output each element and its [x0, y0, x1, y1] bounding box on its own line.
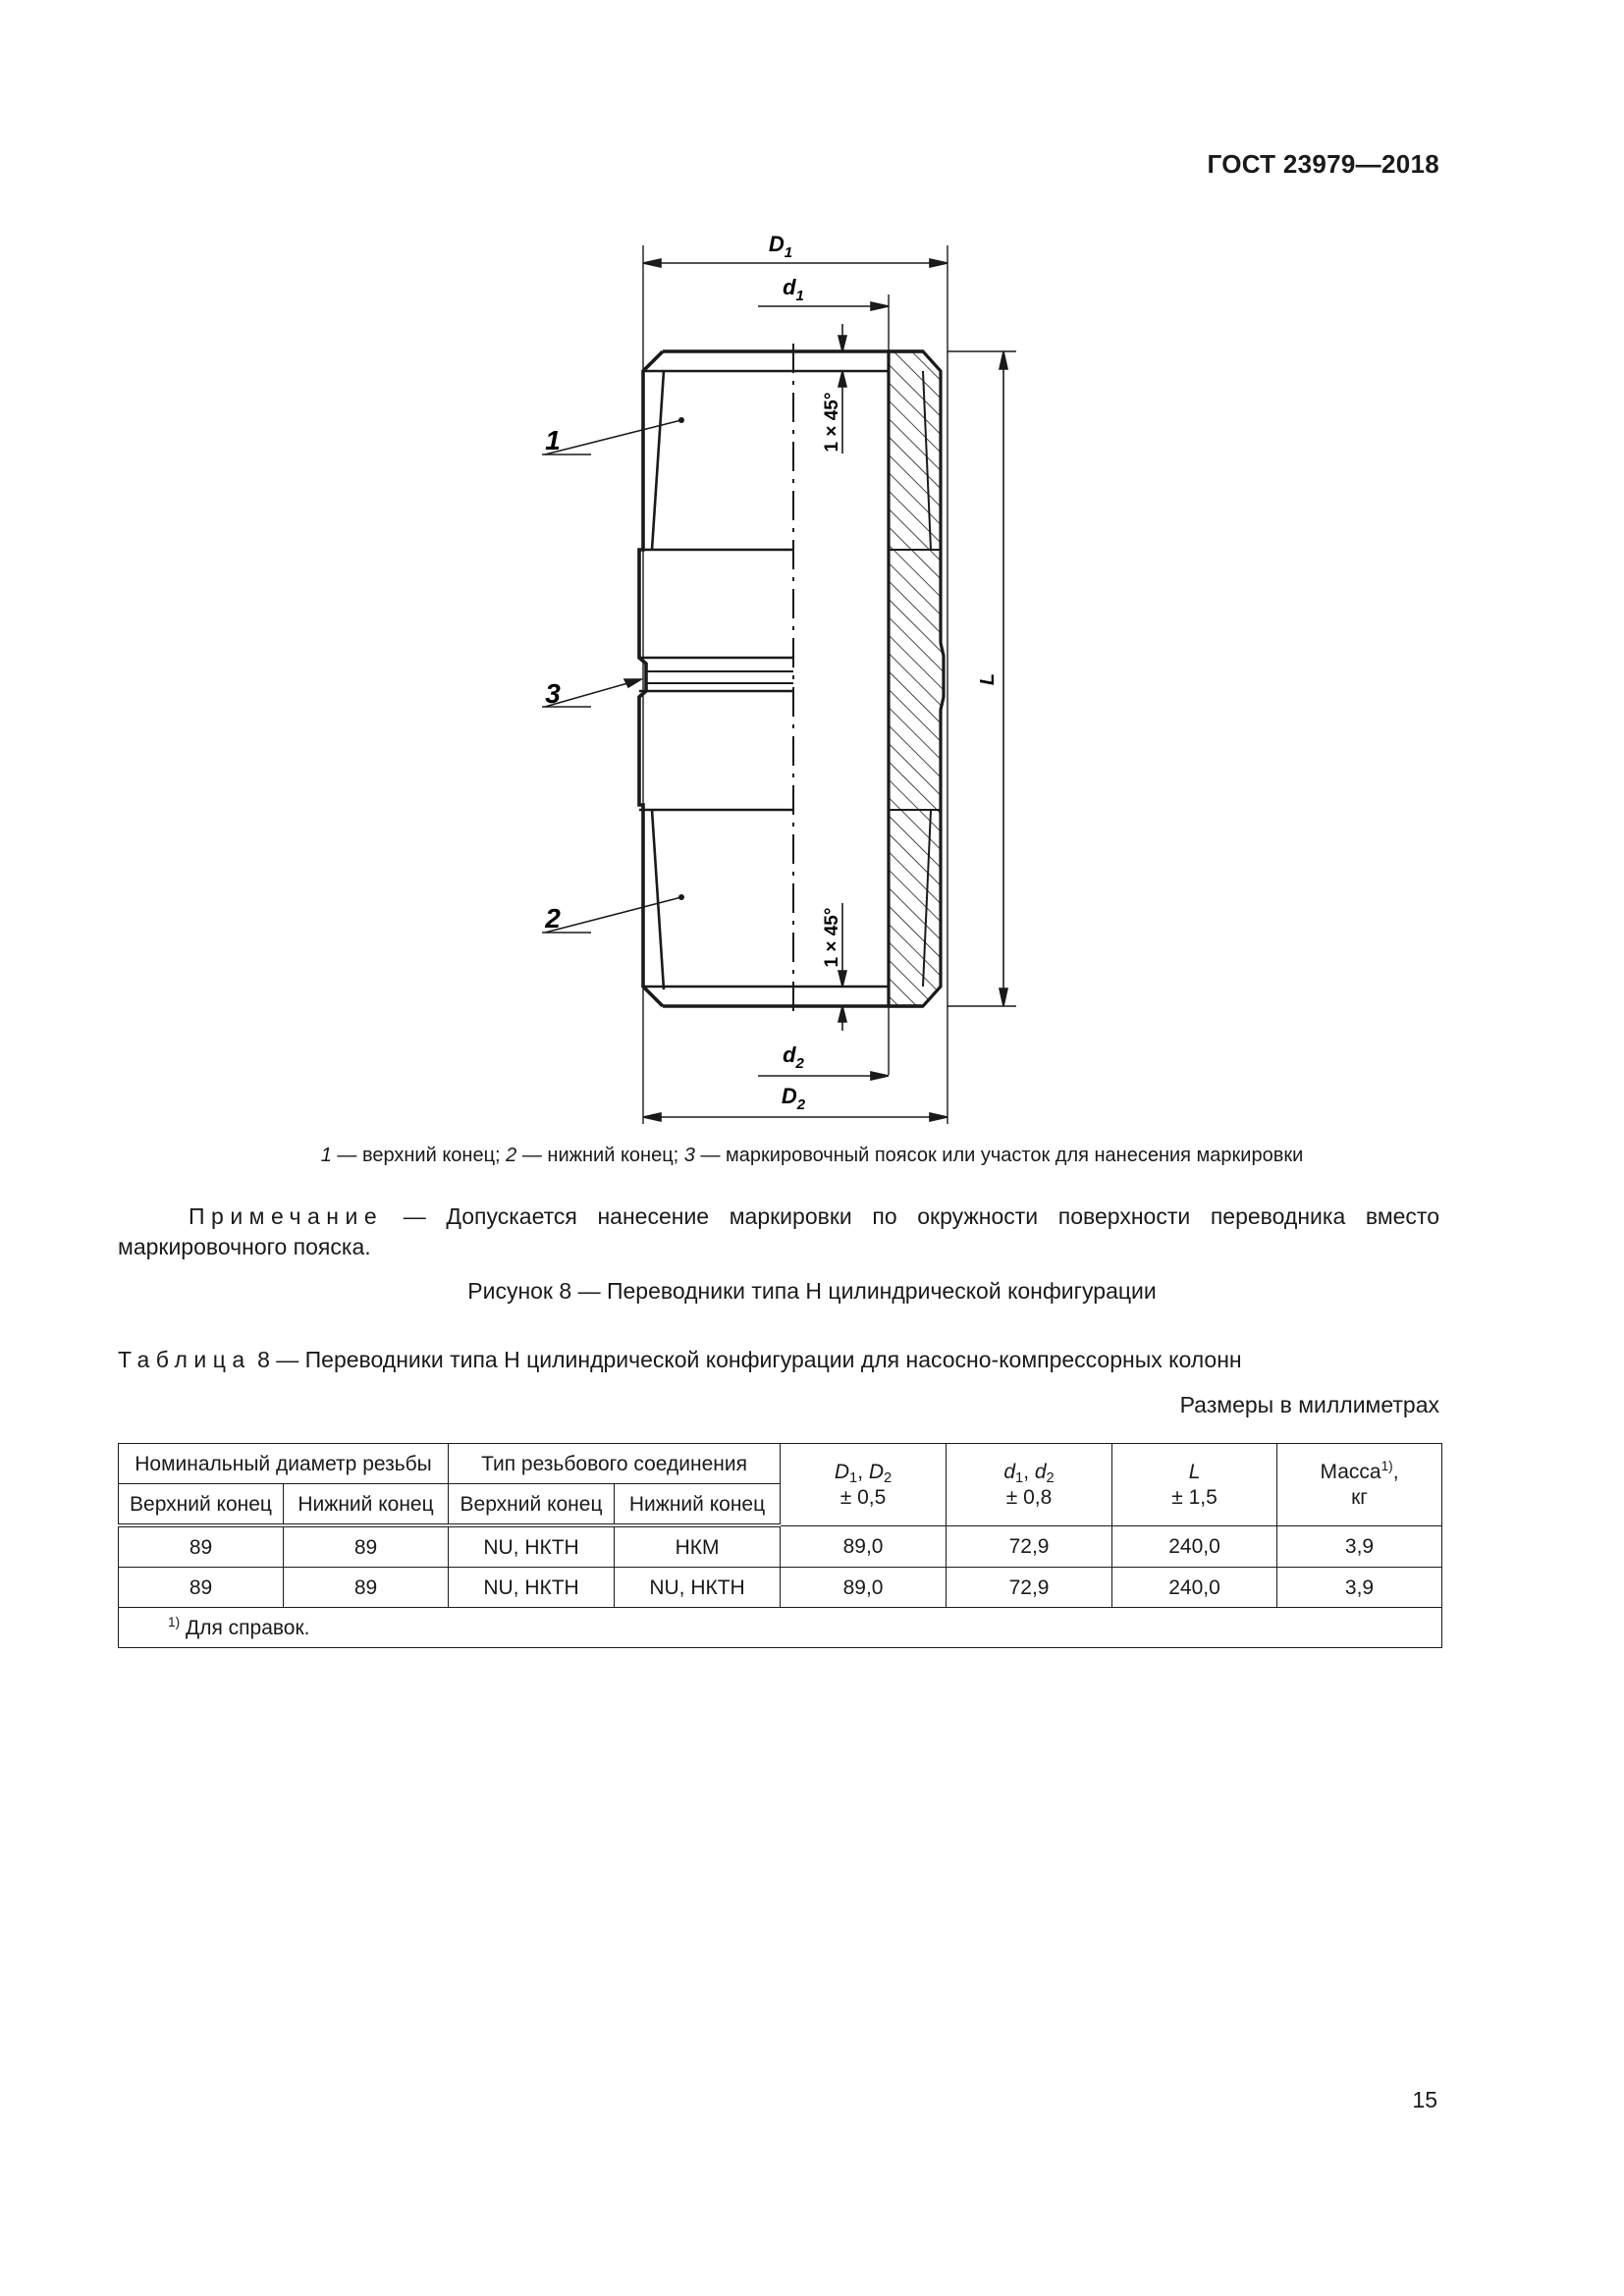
label-chamfer-bottom: 1 × 45°: [822, 907, 842, 968]
header-upper-end-thread: Верхний конец: [449, 1484, 615, 1526]
table-units: Размеры в миллиметрах: [1179, 1392, 1439, 1417]
figure-caption: Рисунок 8 — Переводники типа Н цилиндрической конфигурации: [467, 1278, 1157, 1304]
table-title: Таблица 8 — Переводники типа Н цилиндрической конфигурации для насосно-компрессорных колонн: [118, 1347, 1242, 1372]
note: [118, 1201, 1439, 1262]
note-text: — Допускается нанесение маркировки по окружности поверхности переводника вместо маркировочного пояска.: [118, 1203, 1439, 1259]
label-D1: $D_1$: [768, 232, 793, 261]
header-nominal-diameter: Номинальный диаметр резьбы: [119, 1444, 449, 1484]
adapter-drawing: [511, 216, 1041, 1129]
table-row: 89 89 NU, НКТН NU, НКТН 89,0 72,9 240,0 3,9: [119, 1568, 1442, 1608]
header-lower-end: Нижний конец: [284, 1484, 449, 1526]
note-label: Примечание: [189, 1203, 384, 1229]
label-L: L: [977, 672, 999, 686]
label-chamfer-top: 1 × 45°: [822, 392, 842, 453]
header-D: $D_1$, $D_2$ ± 0,5: [781, 1444, 947, 1526]
page-number: 15: [1412, 2087, 1437, 2112]
header-upper-end: Верхний конец: [119, 1484, 284, 1526]
section-hatching: [889, 351, 944, 1006]
callout-3: 3: [545, 678, 561, 709]
table-footnote: $^{1)}$ Для справок.: [119, 1608, 1442, 1648]
header-d: $d_1$, $d_2$ ± 0,8: [947, 1444, 1112, 1526]
label-d2: $d_2$: [783, 1042, 804, 1072]
table-row: 89 89 NU, НКТН НКМ 89,0 72,9 240,0 3,9: [119, 1525, 1442, 1568]
dimensions-table: [118, 1443, 1442, 1648]
callout-2: 2: [545, 903, 561, 934]
label-d1: $d_1$: [783, 275, 804, 304]
document-header: ГОСТ 23979—2018: [1207, 149, 1439, 179]
callout-1: 1: [545, 425, 561, 455]
label-D2: $D_2$: [781, 1084, 806, 1113]
figure-legend: 1 — верхний конец; 2 — нижний конец; 3 — маркировочный поясок или участок для нанесения маркировки: [320, 1145, 1304, 1166]
header-mass: Масса$^{1)}$, кг: [1277, 1444, 1442, 1526]
table-footnote-row: [119, 1608, 1442, 1648]
header-L: L ± 1,5: [1112, 1444, 1277, 1526]
header-thread-type: Тип резьбового соединения: [449, 1444, 781, 1484]
header-lower-end-thread: Нижний конец: [615, 1484, 781, 1526]
